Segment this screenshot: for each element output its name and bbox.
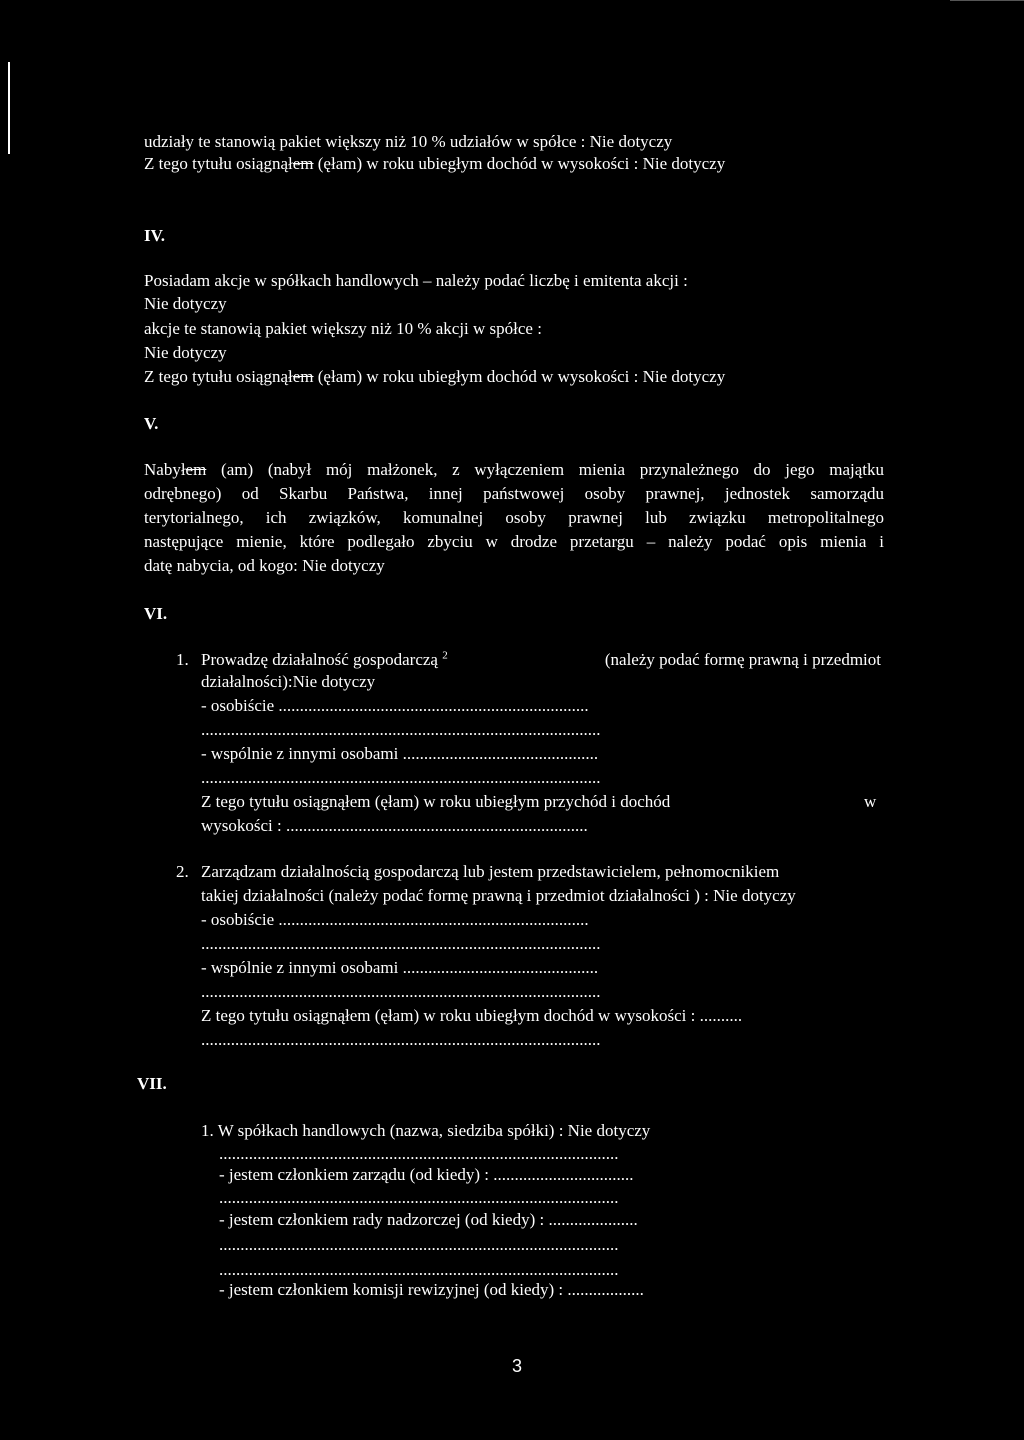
section6-item2-dots: .............................................................................................. — [201, 1030, 601, 1049]
section6-item2-line-1: Zarządzam działalnością gospodarczą lub jestem przedstawicielem, pełnomocnikiem — [201, 862, 780, 881]
section4-line-5 — [144, 367, 725, 387]
section6-item2-dots: .............................................................................................. — [201, 982, 601, 1001]
section6-item2-osobiscie: - osobiście ......................................................................... — [201, 910, 589, 929]
section6-item1-income-w: w — [864, 792, 877, 811]
section7-dots: .............................................................................................. — [219, 1235, 619, 1254]
section6-item1-osobiscie: - osobiście ......................................................................... — [201, 696, 589, 715]
section3-shares-line: udziały te stanowią pakiet większy niż 10 % udziałów w spółce : Nie dotyczy — [144, 132, 673, 151]
section4-line-1: Posiadam akcje w spółkach handlowych – należy podać liczbę i emitenta akcji : — [144, 271, 688, 290]
section7-dots: .............................................................................................. — [219, 1144, 619, 1163]
section4-line-4: Nie dotyczy — [144, 343, 227, 362]
section6-item1-number: 1. — [176, 650, 189, 669]
section5-line-2: odrębnego) od Skarbu Państwa, innej państwowej osoby prawnej, jednostek samorządu — [144, 484, 884, 503]
section6-item1-line-2: działalności):Nie dotyczy — [201, 672, 376, 691]
section6-item1-amount: wysokości : ....................................................................... — [201, 816, 588, 835]
section6-item1-income: Z tego tytułu osiągnąłem (ęłam) w roku ubiegłym przychód i dochód — [201, 792, 671, 811]
scan-top-line — [950, 0, 1024, 1]
section5-heading: V. — [144, 414, 159, 433]
scan-edge-line — [8, 62, 10, 154]
section5-line-1 — [144, 460, 884, 480]
section7-heading: VII. — [137, 1074, 167, 1093]
text-part: (należy podać formę prawną i przedmiot — [604, 650, 881, 669]
section6-item1-wspolnie: - wspólnie z innymi osobami .............................................. — [201, 744, 599, 763]
section6-item2-income: Z tego tytułu osiągnąłem (ęłam) w roku ubiegłym dochód w wysokości : .......... — [201, 1006, 743, 1025]
section6-item2-dots: .............................................................................................. — [201, 934, 601, 953]
section4-line-2: Nie dotyczy — [144, 294, 227, 313]
text-part: Z tego tytułu osiągnął — [144, 367, 293, 386]
text-part: Prowadzę działalność gospodarczą $^2$ — [201, 649, 448, 669]
text-part: (am) (nabył mój małżonek, z wyłączeniem mienia przynależnego do jego majątku — [206, 460, 884, 479]
section6-item2-number: 2. — [176, 862, 189, 881]
page-number: 3 — [512, 1356, 523, 1376]
struck-text: em — [292, 154, 314, 173]
section4-heading: IV. — [144, 226, 165, 245]
section4-line-3: akcje te stanowią pakiet większy niż 10 % akcji w spółce : — [144, 319, 542, 338]
section5-line-5: datę nabycia, od kogo: Nie dotyczy — [144, 556, 385, 575]
section6-item1-dots: .............................................................................................. — [201, 768, 601, 787]
section6-item2-wspolnie: - wspólnie z innymi osobami .............................................. — [201, 958, 599, 977]
section6-item1-dots: .............................................................................................. — [201, 720, 601, 739]
section5-line-4: następujące mienie, które podlegało zbyciu w drodze przetargu – należy podać opis mienia i — [144, 532, 884, 551]
section7-line-1: 1. W spółkach handlowych (nazwa, siedziba spółki) : Nie dotyczy — [201, 1121, 651, 1140]
section7-zarzad: - jestem członkiem zarządu (od kiedy) : ................................. — [219, 1165, 634, 1184]
section5-line-3: terytorialnego, ich związków, komunalnej osoby prawnej lub związku metropolitalnego — [144, 508, 884, 527]
section6-heading: VI. — [144, 604, 168, 623]
section7-dots: .............................................................................................. — [219, 1260, 619, 1279]
text-part: (ęłam) w roku ubiegłym dochód w wysokości : Nie dotyczy — [313, 154, 726, 173]
text-part: Z tego tytułu osiągnął — [144, 154, 293, 173]
footnote-marker: 2 — [442, 649, 448, 662]
text-part: (ęłam) w roku ubiegłym dochód w wysokości : Nie dotyczy — [313, 367, 726, 386]
struck-text: em — [185, 460, 207, 479]
text-part: Nabył — [144, 460, 186, 479]
struck-text: em — [292, 367, 314, 386]
section7-rada: - jestem członkiem rady nadzorczej (od kiedy) : ..................... — [219, 1210, 638, 1229]
section6-item2-line-2: takiej działalności (należy podać formę prawną i przedmiot działalności ) : Nie dotyczy — [201, 886, 796, 905]
section3-income-line — [144, 154, 725, 174]
section7-komisja: - jestem członkiem komisji rewizyjnej (od kiedy) : .................. — [219, 1280, 644, 1299]
section7-dots: .............................................................................................. — [219, 1188, 619, 1207]
section6-item1-line-1 — [201, 650, 881, 670]
